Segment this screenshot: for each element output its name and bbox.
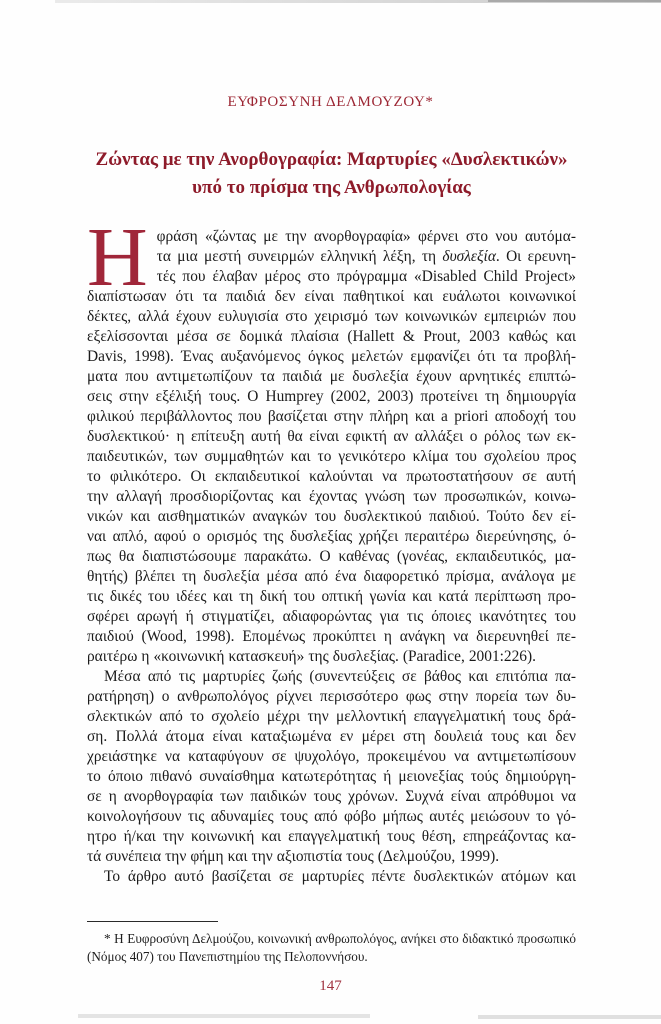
text-segment: τις δικές του ιδέες και τη δική του οπτική γωνία και κατά περίπτωση προ- [87,588,576,605]
text-segment: νικών και αισθηματικών αναγκών του δυσλεκτικού παιδιού. Τούτο δεν εί- [87,508,576,525]
text-segment: σλεκτικών από το σχολείο μέχρι την μελλοντική επαγγελματική τους δρά- [87,708,576,725]
text-segment: * Η Ευφροσύνη Δελμούζου, κοινωνική ανθρωπολόγος, ανήκει στο διδακτικό προσωπικό [104,931,576,946]
text-segment: παιδευτικών, των συμμαθητών και το γενικότερο κλίμα του σχολείου προς [87,448,576,465]
text-line [87,247,576,267]
text-line [87,587,576,607]
paragraph [87,867,576,887]
paragraph [87,667,576,867]
text-segment: Davis, 1998). Ένας αυξανόμενος όγκος μελετών εμφανίζει ότι τα προβλή- [87,348,576,365]
page-number: 147 [319,978,342,994]
text-line [87,767,576,787]
text-line [87,707,576,727]
text-line [87,727,576,747]
text-line [87,948,576,966]
text-line [87,387,576,407]
text-line [87,367,576,387]
text-segment: κοινολογήσουν τις αδυναμίες τους από φόβο μήπως αυτές μειώσουν το γό- [87,808,576,825]
text-segment: σφέρει αρωγή ή στιγματίζει, αδιαφορώντας για τις όποιες ικανότητες του [87,608,576,625]
text-line [87,447,576,467]
text-segment: ματα που αντιμετωπίζουν τα παιδιά με δυσλεξία έχουν αρνητικές επιπτώ- [87,368,576,385]
text-segment: φιλικού περιβάλλοντος που βασίζεται στην πλήρη και a priori αποδοχή του [87,408,576,425]
text-line [87,607,576,627]
article-title-line1: Ζώντας με την Ανορθογραφία: Μαρτυρίες «Δυσλεκτικών» [95,149,568,170]
text-segment: δυσλεκτικού· η επίτευξη αυτή θα είναι εφικτή αν αλλάξει ο ρόλος των εκ- [87,428,576,445]
text-line [87,347,576,367]
text-line [87,527,576,547]
text-segment: τα μια μεστή συνειρμών ελληνική λέξη, τη [156,248,443,265]
text-segment: την αλλαγή προσδιορίζοντας και έχοντας γνώση των προσωπικών, κοινω- [87,488,576,505]
text-segment: ραιτέρω η «κοινωνική κατασκευή» της δυσλεξίας. (Paradice, 2001:226). [87,648,536,665]
text-line [87,667,576,687]
text-line [87,307,576,327]
scan-artifact-top [55,0,661,3]
text-segment: ναι απλό, αφού ο ορισμός της δυσλεξίας χρήζει περαιτέρω διερεύνησης, ό- [87,528,576,545]
text-segment: το φιλικότερο. Οι εκπαιδευτικοί καλούνται να πρωτοστατήσουν σε αυτή [87,468,576,485]
article-title [87,146,576,202]
scan-artifact-bottom-left [78,1014,370,1018]
text-line [87,847,576,867]
text-line [87,467,576,487]
text-segment: διαπίστωσαν ότι τα παιδιά δεν είναι παθητικοί και ευάλωτοι κοινωνικοί [87,288,576,305]
text-segment: δέκτες, αλλά έχουν ευλυγισία στο χειρισμό των κοινωνικών εμπειριών που [87,308,576,325]
text-segment: παιδιού (Wood, 1998). Επομένως προκύπτει η ανάγκη να διερευνηθεί πε- [87,628,576,645]
text-segment: ητρο ή/και την κοινωνική και επαγγελματική τους θέση, επηρεάζοντας κα- [87,828,576,845]
text-line [87,627,576,647]
text-segment: τά συνέπεια την φήμη και την αξιοπιστία τους (Δελμούζου, 1999). [87,848,500,865]
text-segment: θητής) βλέπει τη δυσλεξία μέσα από ένα διαφορετικό πρίσμα, ανάλογα με [87,568,576,585]
footnote-separator [87,921,218,922]
text-line [87,487,576,507]
text-segment: σε η ανορθογραφία των παιδικών τους χρόνων. Συχνά είναι απρόθυμοι να [87,788,576,805]
text-line [87,747,576,767]
text-line [87,547,576,567]
text-line [87,507,576,527]
text-segment: φράση «ζώντας με την ανορθογραφία» φέρνει στο νου αυτόμα- [156,228,576,245]
drop-cap: Η [87,211,148,304]
text-line [87,427,576,447]
scan-artifact-top-right [488,0,661,2]
text-line [87,407,576,427]
text-line [87,807,576,827]
text-line [87,827,576,847]
text-segment: ση. Πολλά άτομα είναι καταξιωμένα εν μέρει στη δουλειά τους και δεν [87,728,576,745]
text-segment: τές που έλαβαν μέρος στο πρόγραμμα «Disabled Child Project» [156,268,576,285]
article-body [87,211,576,887]
text-segment: πως θα διαπιστώσουμε παρακάτω. Ο καθένας (γονέας, εκπαιδευτικός, μα- [87,548,576,565]
paragraph [87,211,576,667]
text-segment: το όποιο πιθανό συναίσθημα κατωτερότητας ή μειονεξίας τούς δημιούργη- [87,768,576,785]
scan-artifact-bottom-right [478,1015,661,1019]
text-line [87,227,576,247]
text-line [87,567,576,587]
text-segment: σεις στην εξέλιξή τους. Ο Humprey (2002, 2003) προτείνει τη δημιουργία [87,388,576,405]
italic-text: δυσλεξία [442,248,496,265]
text-line [87,327,576,347]
text-segment: ρατήρηση) ο ανθρωπολόγος ρίχνει περισσότερο φως στην πορεία των δυ- [87,688,576,705]
text-segment: . Οι ερευνη- [495,248,576,265]
footnote-text [87,930,576,966]
text-line [87,687,576,707]
text-segment: (Νόμος 407) του Πανεπιστημίου της Πελοποννήσου. [87,949,368,964]
text-line [87,787,576,807]
text-line [87,287,576,307]
text-line [87,930,576,948]
article-title-line2: υπό το πρίσμα της Ανθρωπολογίας [192,177,471,198]
text-line [87,867,576,887]
text-line [87,267,576,287]
text-segment: Μέσα από τις μαρτυρίες ζωής (συνεντεύξεις σε βάθος και επιτόπια πα- [104,668,576,685]
text-segment: εξελίσσονται μέσα σε δομικά πλαίσια (Hallett & Prout, 2003 καθώς και [87,328,576,345]
text-segment: Το άρθρο αυτό βασίζεται σε μαρτυρίες πέντε δυσλεκτικών ατόμων και [104,868,576,885]
text-segment: χρειάστηκε να καταφύγουν σε ψυχολόγο, προκειμένου να αντιμετωπίσουν [87,748,576,765]
author-line: ΕΥΦΡΟΣΥΝΗ ΔΕΛΜΟΥΖΟΥ* [227,94,434,110]
footnote [87,921,576,966]
text-line [87,647,576,667]
